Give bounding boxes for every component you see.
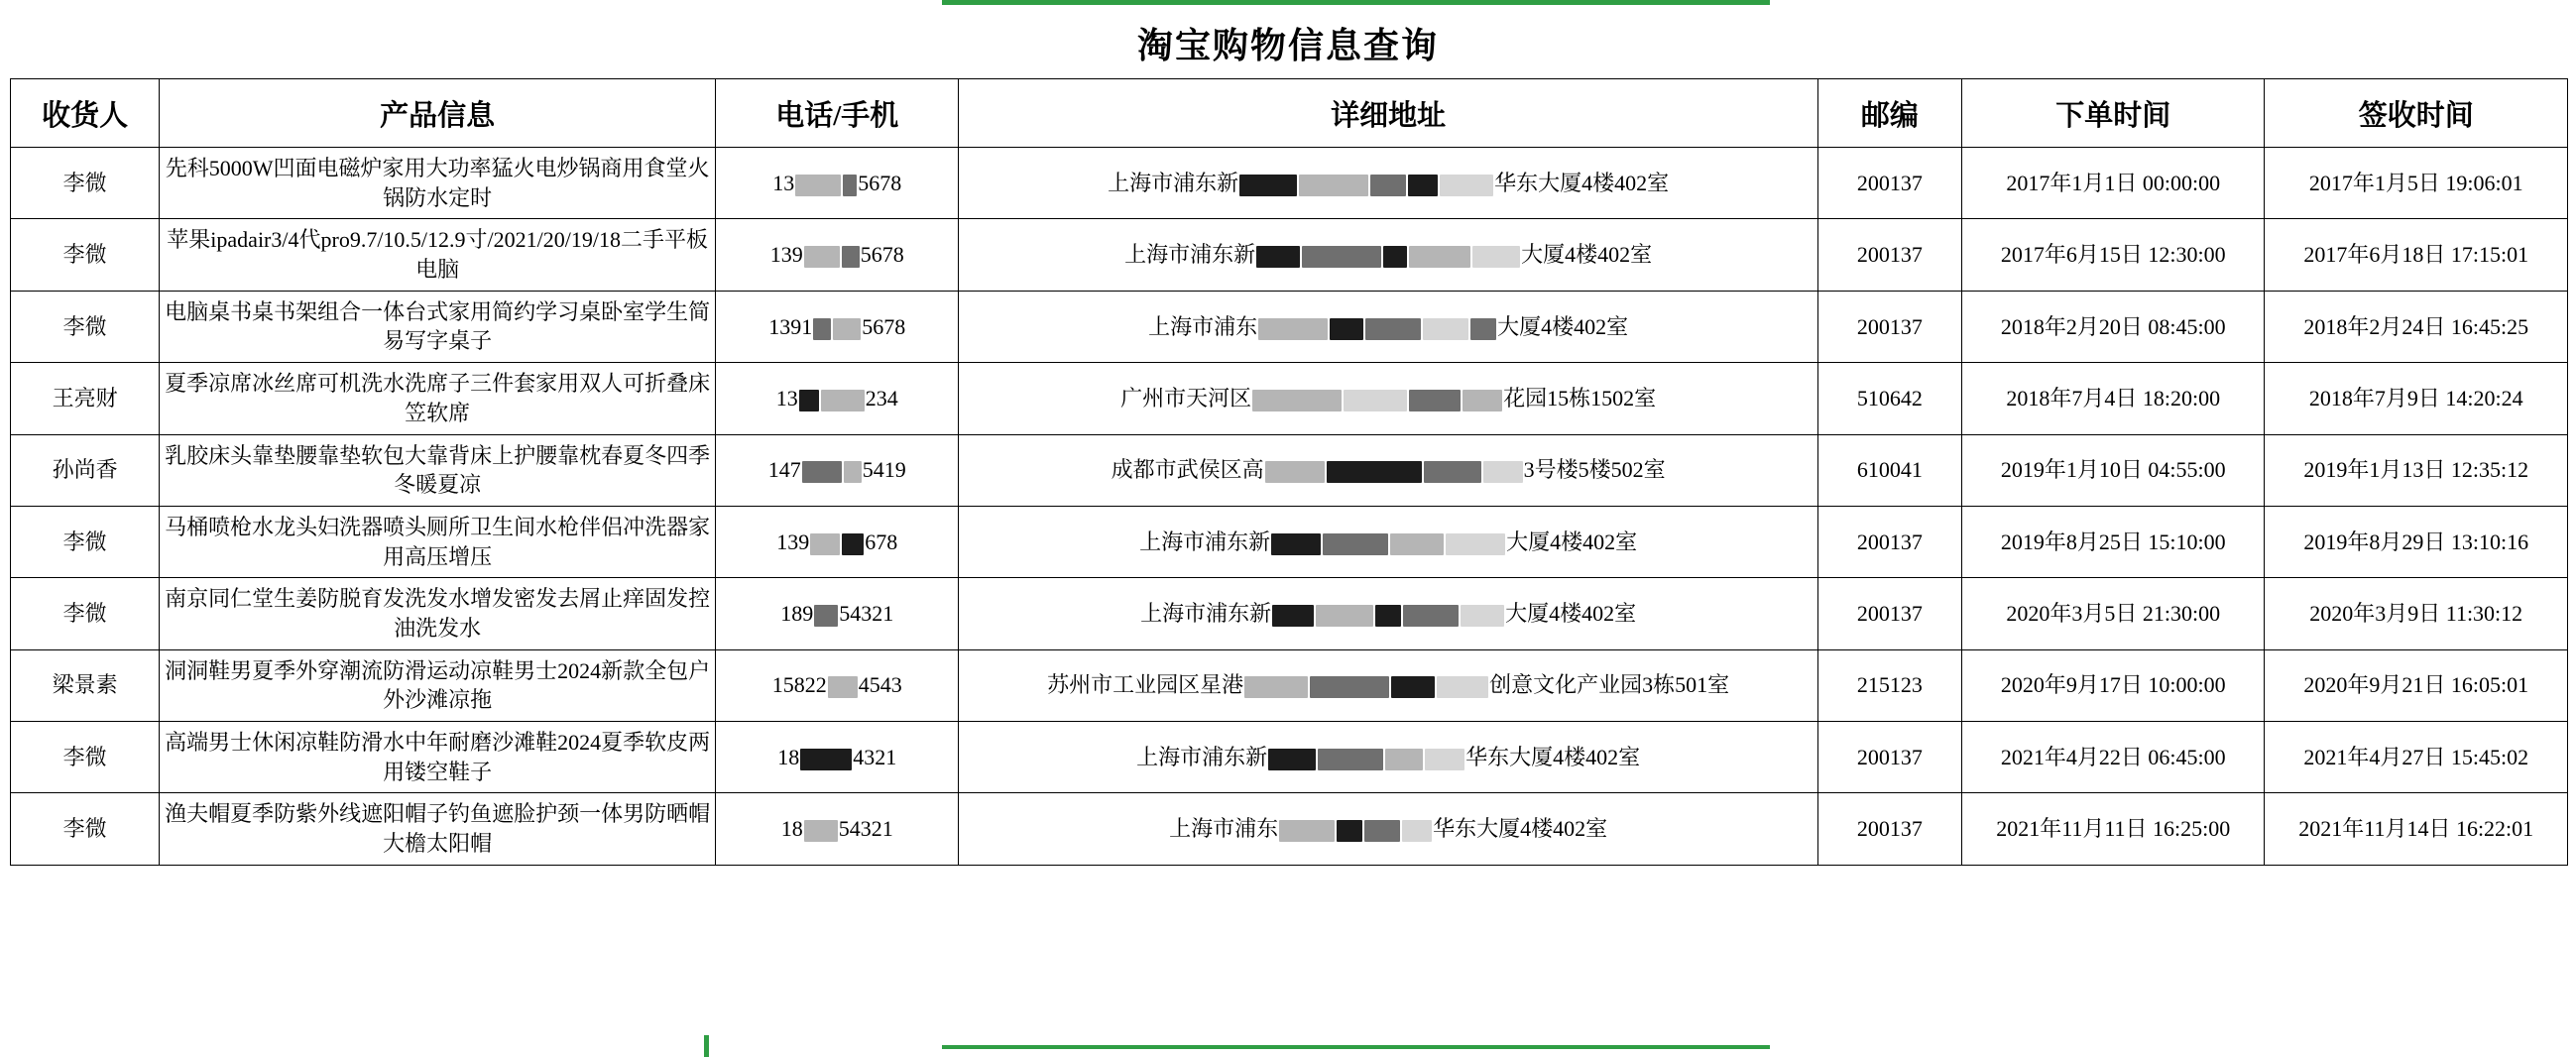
cell-recipient: 孙尚香 bbox=[11, 434, 160, 506]
redaction-block bbox=[828, 676, 858, 698]
cell-product: 南京同仁堂生姜防脱育发洗发水增发密发去屑止痒固发控油洗发水 bbox=[160, 578, 716, 649]
cell-phone bbox=[716, 219, 959, 291]
redaction-block bbox=[1279, 820, 1335, 842]
redaction-block bbox=[800, 749, 852, 770]
phone-suffix: 4321 bbox=[853, 744, 897, 769]
redaction-block bbox=[1408, 175, 1438, 196]
address-prefix: 成都市武侯区高 bbox=[1111, 457, 1264, 483]
cell-recipient: 李微 bbox=[11, 722, 160, 793]
redaction-block bbox=[1370, 175, 1406, 196]
address-suffix: 华东大厦4楼402室 bbox=[1433, 816, 1608, 842]
phone-suffix: 5678 bbox=[862, 313, 906, 339]
table-row bbox=[11, 219, 2568, 291]
redaction-block bbox=[842, 246, 860, 268]
column-header-zip: 邮编 bbox=[1817, 79, 1961, 148]
table-row bbox=[11, 506, 2568, 577]
redaction-block bbox=[1327, 461, 1422, 483]
cell-address bbox=[959, 722, 1817, 793]
redaction-block bbox=[1383, 246, 1407, 268]
redaction-block bbox=[1424, 461, 1481, 483]
redaction-block bbox=[1256, 246, 1300, 268]
cell-phone bbox=[716, 434, 959, 506]
cell-zip: 200137 bbox=[1817, 793, 1961, 865]
redaction-block bbox=[1337, 820, 1362, 842]
redaction-block bbox=[1252, 390, 1342, 411]
cell-order-time: 2020年3月5日 21:30:00 bbox=[1962, 578, 2265, 649]
cell-zip: 200137 bbox=[1817, 148, 1961, 219]
cell-phone bbox=[716, 793, 959, 865]
address-suffix: 大厦4楼402室 bbox=[1506, 528, 1638, 554]
redaction-block bbox=[814, 605, 838, 627]
column-header-phone: 电话/手机 bbox=[716, 79, 959, 148]
phone-suffix: 5678 bbox=[860, 242, 904, 268]
redaction-block bbox=[1402, 820, 1432, 842]
cell-zip: 610041 bbox=[1817, 434, 1961, 506]
redaction-block bbox=[1271, 533, 1321, 555]
table-header-row bbox=[11, 79, 2568, 148]
page-title: 淘宝购物信息查询 bbox=[1136, 26, 1439, 65]
redaction-block bbox=[1390, 533, 1444, 555]
redaction-block bbox=[1272, 605, 1314, 627]
redaction-block bbox=[1440, 175, 1493, 196]
cell-order-time: 2018年7月4日 18:20:00 bbox=[1962, 363, 2265, 434]
phone-suffix: 54321 bbox=[838, 816, 893, 842]
cell-zip: 200137 bbox=[1817, 219, 1961, 291]
cell-phone bbox=[716, 148, 959, 219]
column-header-recipient: 收货人 bbox=[11, 79, 160, 148]
address-prefix: 上海市浦东 bbox=[1148, 313, 1258, 339]
redaction-block bbox=[1391, 676, 1435, 698]
cell-recipient: 李微 bbox=[11, 291, 160, 362]
cell-recipient: 李微 bbox=[11, 148, 160, 219]
cell-sign-time: 2017年6月18日 17:15:01 bbox=[2265, 219, 2568, 291]
address-prefix: 上海市浦东 bbox=[1169, 816, 1279, 842]
cell-product: 乳胶床头靠垫腰靠垫软包大靠背床上护腰靠枕春夏冬四季冬暖夏凉 bbox=[160, 434, 716, 506]
redaction-block bbox=[1364, 820, 1400, 842]
cell-recipient: 李微 bbox=[11, 578, 160, 649]
redaction-block bbox=[1310, 676, 1389, 698]
redaction-block bbox=[1318, 749, 1383, 770]
table-row bbox=[11, 722, 2568, 793]
cell-order-time: 2021年4月22日 06:45:00 bbox=[1962, 722, 2265, 793]
cell-order-time: 2021年11月11日 16:25:00 bbox=[1962, 793, 2265, 865]
cell-sign-time: 2019年1月13日 12:35:12 bbox=[2265, 434, 2568, 506]
cell-phone bbox=[716, 578, 959, 649]
redaction-block bbox=[1375, 605, 1401, 627]
address-suffix: 大厦4楼402室 bbox=[1505, 601, 1637, 627]
address-prefix: 上海市浦东新 bbox=[1136, 744, 1268, 769]
cell-address bbox=[959, 506, 1817, 577]
redaction-block bbox=[1302, 246, 1381, 268]
cell-zip: 200137 bbox=[1817, 291, 1961, 362]
phone-suffix: 4543 bbox=[858, 672, 902, 698]
table-row bbox=[11, 291, 2568, 362]
bottom-accent-tick bbox=[704, 1035, 709, 1057]
phone-prefix: 13 bbox=[775, 385, 798, 411]
column-header-order-time: 下单时间 bbox=[1962, 79, 2265, 148]
cell-sign-time: 2018年7月9日 14:20:24 bbox=[2265, 363, 2568, 434]
phone-suffix: 5419 bbox=[862, 457, 906, 483]
cell-product: 先科5000W凹面电磁炉家用大功率猛火电炒锅商用食堂火锅防水定时 bbox=[160, 148, 716, 219]
cell-sign-time: 2021年11月14日 16:22:01 bbox=[2265, 793, 2568, 865]
cell-product: 渔夫帽夏季防紫外线遮阳帽子钓鱼遮脸护颈一体男防晒帽大檐太阳帽 bbox=[160, 793, 716, 865]
address-suffix: 华东大厦4楼402室 bbox=[1465, 744, 1641, 769]
redaction-block bbox=[1409, 246, 1470, 268]
address-prefix: 上海市浦东新 bbox=[1139, 528, 1271, 554]
cell-zip: 200137 bbox=[1817, 506, 1961, 577]
redaction-block bbox=[1268, 749, 1316, 770]
address-suffix: 华东大厦4楼402室 bbox=[1494, 170, 1670, 195]
cell-order-time: 2017年6月15日 12:30:00 bbox=[1962, 219, 2265, 291]
redaction-block bbox=[1330, 318, 1363, 340]
phone-prefix: 1391 bbox=[768, 313, 813, 339]
cell-zip: 200137 bbox=[1817, 722, 1961, 793]
cell-sign-time: 2018年2月24日 16:45:25 bbox=[2265, 291, 2568, 362]
cell-address bbox=[959, 363, 1817, 434]
redaction-block bbox=[1472, 246, 1520, 268]
cell-phone bbox=[716, 649, 959, 721]
redaction-block bbox=[1425, 749, 1464, 770]
redaction-block bbox=[802, 461, 842, 483]
address-suffix: 花园15栋1502室 bbox=[1503, 385, 1657, 411]
table-row bbox=[11, 793, 2568, 865]
cell-recipient: 李微 bbox=[11, 219, 160, 291]
phone-suffix: 678 bbox=[865, 528, 898, 554]
redaction-block bbox=[1265, 461, 1325, 483]
phone-suffix: 54321 bbox=[839, 601, 894, 627]
column-header-product: 产品信息 bbox=[160, 79, 716, 148]
cell-product: 高端男士休闲凉鞋防滑水中年耐磨沙滩鞋2024夏季软皮两用镂空鞋子 bbox=[160, 722, 716, 793]
cell-phone bbox=[716, 291, 959, 362]
cell-address bbox=[959, 578, 1817, 649]
phone-prefix: 13 bbox=[772, 170, 795, 195]
redaction-block bbox=[1446, 533, 1505, 555]
redaction-block bbox=[795, 175, 841, 196]
address-suffix: 创意文化产业园3栋501室 bbox=[1489, 672, 1730, 698]
address-prefix: 苏州市工业园区星港 bbox=[1047, 672, 1244, 698]
address-prefix: 广州市天河区 bbox=[1120, 385, 1252, 411]
table-row bbox=[11, 649, 2568, 721]
column-header-sign-time: 签收时间 bbox=[2265, 79, 2568, 148]
redaction-block bbox=[1299, 175, 1368, 196]
cell-product: 夏季凉席冰丝席可机洗水洗席子三件套家用双人可折叠床笠软席 bbox=[160, 363, 716, 434]
cell-sign-time: 2020年3月9日 11:30:12 bbox=[2265, 578, 2568, 649]
redaction-block bbox=[1258, 318, 1328, 340]
redaction-block bbox=[1323, 533, 1388, 555]
address-prefix: 上海市浦东新 bbox=[1124, 242, 1256, 268]
redaction-block bbox=[821, 390, 865, 411]
redaction-block bbox=[1344, 390, 1407, 411]
cell-product: 洞洞鞋男夏季外穿潮流防滑运动凉鞋男士2024新款全包户外沙滩凉拖 bbox=[160, 649, 716, 721]
phone-suffix: 234 bbox=[865, 385, 898, 411]
phone-prefix: 18 bbox=[777, 744, 800, 769]
phone-prefix: 139 bbox=[769, 242, 803, 268]
cell-product: 苹果ipadair3/4代pro9.7/10.5/12.9寸/2021/20/19/18二手平板电脑 bbox=[160, 219, 716, 291]
address-suffix: 3号楼5楼502室 bbox=[1523, 457, 1666, 483]
cell-phone bbox=[716, 363, 959, 434]
phone-prefix: 189 bbox=[780, 601, 814, 627]
table-row bbox=[11, 363, 2568, 434]
cell-address bbox=[959, 148, 1817, 219]
redaction-block bbox=[842, 533, 864, 555]
redaction-block bbox=[1316, 605, 1373, 627]
phone-prefix: 15822 bbox=[771, 672, 827, 698]
cell-recipient: 李微 bbox=[11, 793, 160, 865]
redaction-block bbox=[1385, 749, 1423, 770]
cell-recipient: 李微 bbox=[11, 506, 160, 577]
redaction-block bbox=[1403, 605, 1459, 627]
purchase-info-table bbox=[10, 78, 2568, 866]
cell-address bbox=[959, 291, 1817, 362]
cell-recipient: 王亮财 bbox=[11, 363, 160, 434]
cell-recipient: 梁景素 bbox=[11, 649, 160, 721]
redaction-block bbox=[844, 461, 862, 483]
cell-sign-time: 2020年9月21日 16:05:01 bbox=[2265, 649, 2568, 721]
cell-order-time: 2019年8月25日 15:10:00 bbox=[1962, 506, 2265, 577]
redaction-block bbox=[1423, 318, 1468, 340]
cell-sign-time: 2019年8月29日 13:10:16 bbox=[2265, 506, 2568, 577]
column-header-address: 详细地址 bbox=[959, 79, 1817, 148]
cell-address bbox=[959, 434, 1817, 506]
redaction-block bbox=[833, 318, 861, 340]
cell-zip: 215123 bbox=[1817, 649, 1961, 721]
redaction-block bbox=[810, 533, 840, 555]
redaction-block bbox=[1483, 461, 1523, 483]
table-row bbox=[11, 434, 2568, 506]
bottom-accent-bar bbox=[942, 1045, 1770, 1049]
redaction-block bbox=[804, 820, 838, 842]
redaction-block bbox=[1365, 318, 1421, 340]
phone-suffix: 5678 bbox=[858, 170, 902, 195]
address-prefix: 上海市浦东新 bbox=[1140, 601, 1272, 627]
cell-zip: 510642 bbox=[1817, 363, 1961, 434]
redaction-block bbox=[1461, 605, 1504, 627]
address-suffix: 大厦4楼402室 bbox=[1521, 242, 1653, 268]
address-suffix: 大厦4楼402室 bbox=[1497, 313, 1629, 339]
cell-order-time: 2018年2月20日 08:45:00 bbox=[1962, 291, 2265, 362]
redaction-block bbox=[813, 318, 831, 340]
cell-address bbox=[959, 649, 1817, 721]
table-row bbox=[11, 148, 2568, 219]
redaction-block bbox=[799, 390, 819, 411]
phone-prefix: 139 bbox=[776, 528, 810, 554]
cell-order-time: 2020年9月17日 10:00:00 bbox=[1962, 649, 2265, 721]
phone-prefix: 147 bbox=[767, 457, 801, 483]
cell-product: 马桶喷枪水龙头妇洗器喷头厕所卫生间水枪伴侣冲洗器家用高压增压 bbox=[160, 506, 716, 577]
redaction-block bbox=[1463, 390, 1502, 411]
cell-order-time: 2019年1月10日 04:55:00 bbox=[1962, 434, 2265, 506]
redaction-block bbox=[1239, 175, 1297, 196]
cell-address bbox=[959, 219, 1817, 291]
redaction-block bbox=[1244, 676, 1308, 698]
address-prefix: 上海市浦东新 bbox=[1108, 170, 1239, 195]
cell-sign-time: 2021年4月27日 15:45:02 bbox=[2265, 722, 2568, 793]
redaction-block bbox=[1437, 676, 1488, 698]
redaction-block bbox=[1409, 390, 1461, 411]
phone-prefix: 18 bbox=[780, 816, 803, 842]
cell-address bbox=[959, 793, 1817, 865]
table-body bbox=[11, 148, 2568, 866]
cell-phone bbox=[716, 722, 959, 793]
cell-zip: 200137 bbox=[1817, 578, 1961, 649]
table-row bbox=[11, 578, 2568, 649]
cell-sign-time: 2017年1月5日 19:06:01 bbox=[2265, 148, 2568, 219]
cell-product: 电脑桌书桌书架组合一体台式家用简约学习桌卧室学生简易写字桌子 bbox=[160, 291, 716, 362]
redaction-block bbox=[843, 175, 857, 196]
redaction-block bbox=[804, 246, 840, 268]
cell-phone bbox=[716, 506, 959, 577]
cell-order-time: 2017年1月1日 00:00:00 bbox=[1962, 148, 2265, 219]
redaction-block bbox=[1470, 318, 1496, 340]
